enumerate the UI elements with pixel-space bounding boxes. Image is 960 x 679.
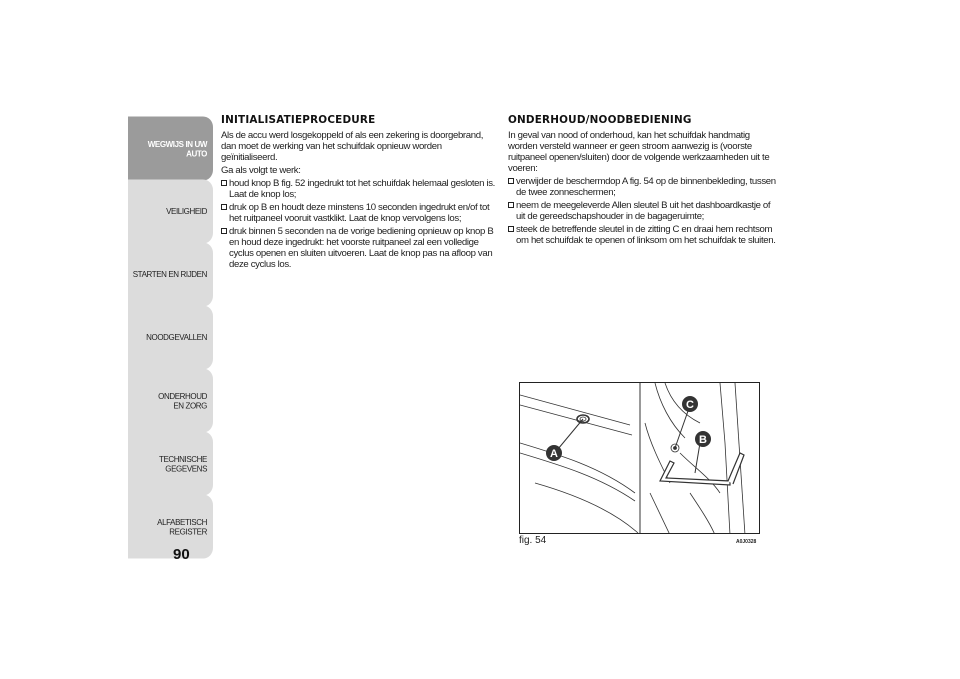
list-item: steek de betreffende sleutel in de zitting C en draai hem rechtsom om het schuifdak te openen of linksom om het schuifdak te sluiten. <box>508 224 778 246</box>
tab-onderhoud-en-zorg[interactable]: ONDERHOUD EN ZORG <box>128 368 213 432</box>
sunroof-drawing <box>520 383 760 534</box>
marker-b <box>695 431 711 447</box>
section-heading-initialisatie: INITIALISATIEPROCEDURE <box>221 114 376 126</box>
svg-text:C: C <box>686 399 694 411</box>
steps-list <box>508 176 778 246</box>
marker-c <box>682 396 698 412</box>
section-heading-onderhoud: ONDERHOUD/NOODBEDIENING <box>508 114 692 126</box>
checkbox-bullet-icon <box>221 204 227 210</box>
checkbox-bullet-icon <box>221 228 227 234</box>
tab-noodgevallen[interactable]: NOODGEVALLEN <box>128 305 213 369</box>
lead-paragraph: Ga als volgt te werk: <box>221 165 301 176</box>
list-item: verwijder de beschermdop A fig. 54 op de binnenbekleding, tussen de twee zonneschermen; <box>508 176 778 198</box>
svg-text:A: A <box>550 448 558 460</box>
figure-caption: fig. 54 <box>519 535 547 546</box>
tab-veiligheid[interactable]: VEILIGHEID <box>128 179 213 243</box>
intro-paragraph: In geval van nood of onderhoud, kan het schuifdak handmatig worden versteld wanneer er geen stroom aanwezig is (voorste ruitpaneel openen/sluiten) door de volgende werkzaamheden uit te voeren: <box>508 130 770 174</box>
tab-starten-en-rijden[interactable]: STARTEN EN RIJDEN <box>128 242 213 306</box>
list-item: druk binnen 5 seconden na de vorige bediening opnieuw op knop B en houd deze ingedrukt: het voorste ruitpaneel zal een volledige cyclus openen en sluiten uitvoeren. Laat de knop pas na afloop van deze cyclus los. <box>221 226 499 270</box>
list-item: druk op B en houdt deze minstens 10 seconden ingedrukt en/of tot het ruitpaneel vooruit vastklikt. Laat de knop vervolgens los; <box>221 202 499 224</box>
marker-a <box>546 445 562 461</box>
svg-text:B: B <box>699 434 707 446</box>
tab-wegwijs[interactable]: WEGWIJS IN UW AUTO <box>128 116 213 180</box>
left-column <box>221 114 499 272</box>
right-column <box>508 114 778 248</box>
checkbox-bullet-icon <box>508 178 514 184</box>
tab-alfabetisch-register[interactable]: ALFABETISCH REGISTER <box>128 494 213 558</box>
steps-list <box>221 178 499 270</box>
figure-code: A0J0328 <box>736 539 757 545</box>
page-number: 90 <box>173 546 190 563</box>
checkbox-bullet-icon <box>508 226 514 232</box>
checkbox-bullet-icon <box>221 180 227 186</box>
list-item: houd knop B fig. 52 ingedrukt tot het schuifdak helemaal gesloten is. Laat de knop los; <box>221 178 499 200</box>
list-item: neem de meegeleverde Allen sleutel B uit het dashboardkastje of uit de gereedschapshouder in de bagageruimte; <box>508 200 778 222</box>
tab-technische-gegevens[interactable]: TECHNISCHE GEGEVENS <box>128 431 213 495</box>
sunroof-illustration <box>519 382 760 534</box>
intro-paragraph: Als de accu werd losgekoppeld of als een zekering is doorgebrand, dan moet de werking van het schuifdak opnieuw worden geïnitialiseerd. <box>221 130 484 163</box>
checkbox-bullet-icon <box>508 202 514 208</box>
